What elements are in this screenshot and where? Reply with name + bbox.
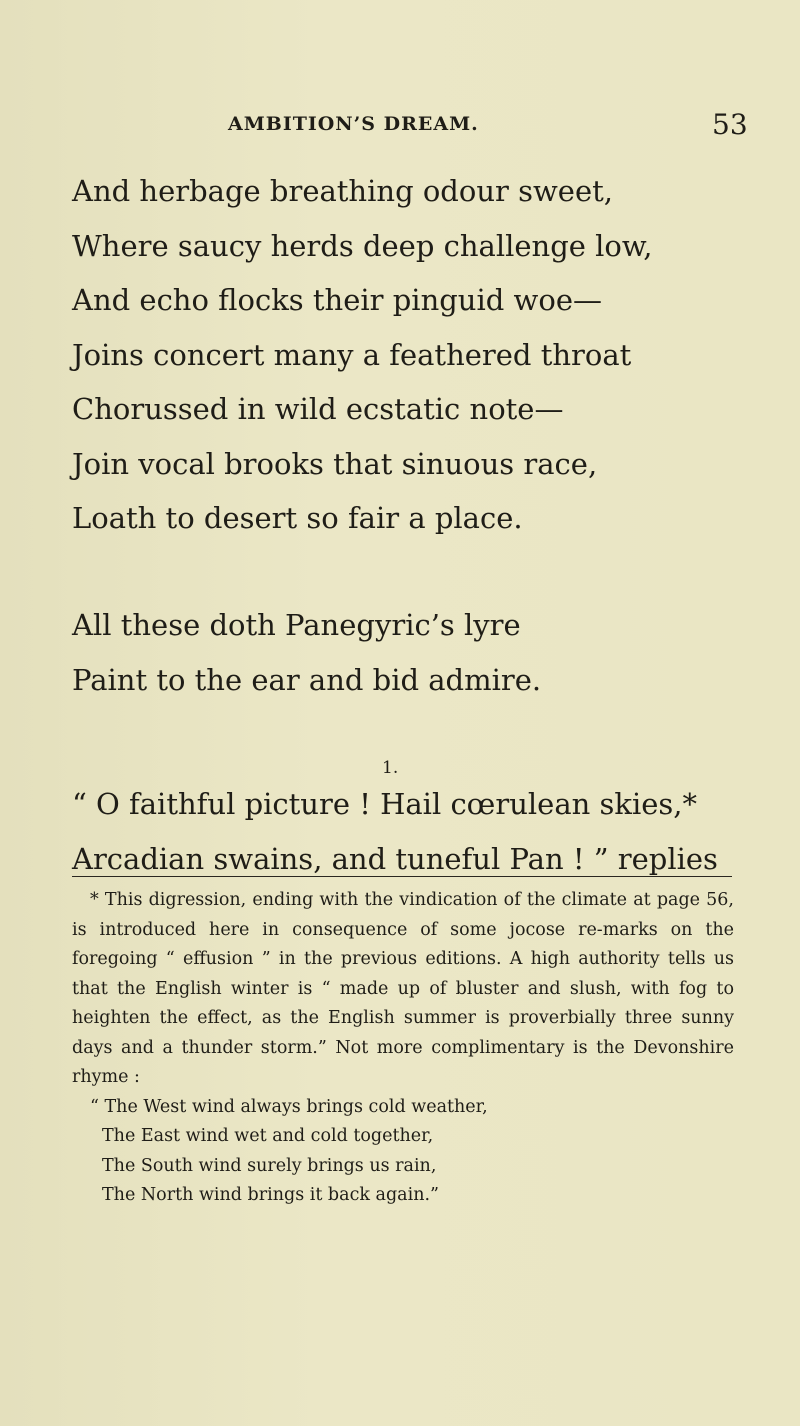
verse-line: Joins concert many a feathered throat [72,337,632,372]
stanza-1 [72,164,653,546]
verse-line: Arcadian swains, and tuneful Pan ! ” replies [72,841,718,876]
devonshire-rhyme [90,1093,734,1211]
rhyme-line: “ The West wind always brings cold weather, [90,1096,488,1117]
verse-line: Join vocal brooks that sinuous race, [72,446,598,481]
rhyme-line: The North wind brings it back again.” [102,1185,439,1205]
verse-line: And herbage breathing odour sweet, [72,174,613,208]
verse-line: All these doth Panegyric’s lyre [72,608,521,642]
footnote-divider [72,876,732,877]
rhyme-line: The East wind wet and cold together, [102,1126,434,1146]
verse-line: And echo flocks their pinguid woe— [72,283,602,317]
page-number: 53 [712,108,748,141]
verse-line: Where saucy herds deep challenge low, [72,228,653,263]
footnote-text: * This digression, ending with the vindication of the climate at page 56, is introduced here in consequence of some jocose re-marks on the foregoing “ effusion ” in the previous editions. A high authority tells us that the English winter is “ made up of bluster and slush, with fog to heighten the effect, as the English summer is proverbially three sunny days and a thunder storm.” Not more complimentary is the Devonshire rhyme : [72,890,734,1087]
footnote [72,886,734,1211]
stanza-3 [72,777,718,886]
verse-line: Paint to the ear and bid admire. [72,662,542,697]
running-head: AMBITION’S DREAM. [228,113,479,135]
verse-line: “ O faithful picture ! Hail cœrulean skies,* [72,787,698,821]
verse-line: Loath to desert so fair a place. [72,501,523,535]
section-number: 1. [382,758,399,778]
rhyme-line: The South wind surely brings us rain, [102,1155,437,1176]
stanza-2 [72,598,541,707]
verse-line: Chorussed in wild ecstatic note— [72,392,564,426]
